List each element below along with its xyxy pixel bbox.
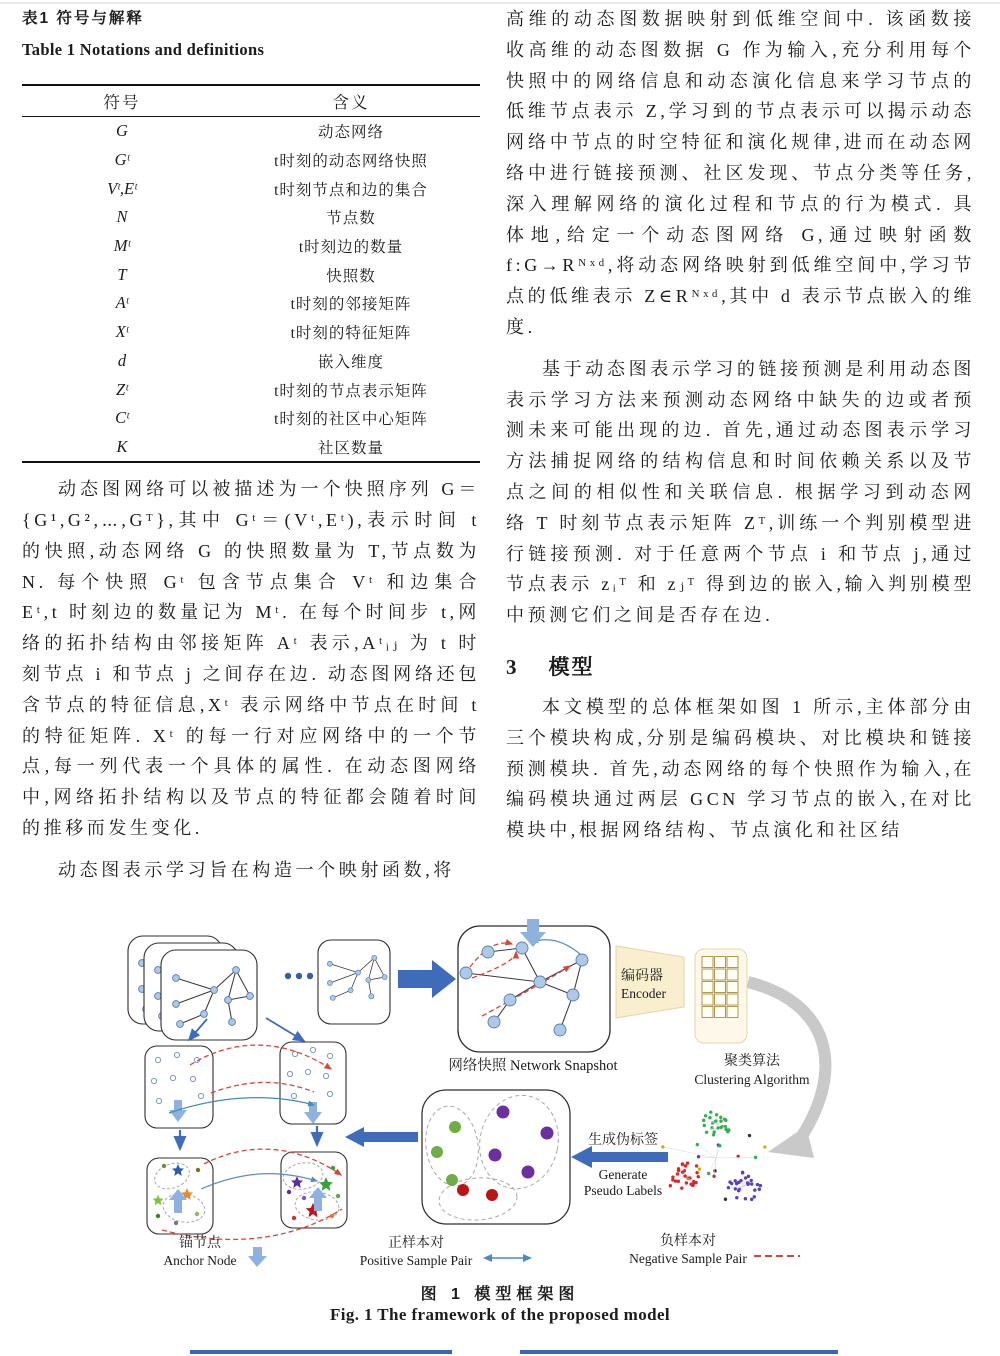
- table-row: [22, 433, 480, 462]
- positive-pairs-box: [421, 1088, 570, 1224]
- table-header-row: [22, 86, 480, 117]
- symbol-cell: K: [116, 436, 128, 456]
- generate-label-en2: Pseudo Labels: [583, 1183, 663, 1198]
- meaning-cell: 嵌入维度: [317, 353, 384, 371]
- table-row: [22, 117, 480, 146]
- table-row: [22, 203, 480, 232]
- cluster-graph: [661, 1110, 766, 1201]
- negative-pair-label-zh: 负样本对: [660, 1234, 716, 1249]
- meaning-cell: t时刻节点和边的集合: [274, 181, 428, 199]
- generate-pseudo-labels: [571, 1131, 668, 1198]
- symbol-cell: N: [116, 207, 128, 227]
- paragraph: 本文模型的总体框架如图 1 所示,主体部分由三个模块构成,分别是编码模块、对比模块和链接预测模块. 首先,动态网络的每个快照作为输入,在编码模块通过两层 GCN 学习节点的嵌入,在对比模块中,根据网络结构、节点演化和社区结: [506, 696, 975, 841]
- meaning-cell: t时刻边的数量: [298, 239, 404, 257]
- paragraph: 基于动态图表示学习的链接预测是利用动态图表示学习方法来预测动态网络中缺失的边或者预测未来可能出现的边. 首先,通过动态图表示学习方法捕捉网络的结构信息和时间依赖关系以及节点之间的相似性和关联信息. 根据学习到动态网络 T 时刻节点表示矩阵 Zᵀ,训练一个判别模型进行链接预测. 对于任意两个节点 i 和节点 j,通过节点表示 zᵢᵀ 和 zⱼᵀ 得到边的嵌入,输入判别模型中预测它们之间是否存在边.: [506, 358, 975, 626]
- symbol-cell: Zᵗ: [116, 379, 128, 399]
- pseudo-labels-arrow-icon: [571, 1146, 668, 1168]
- generate-label-en1: Generate: [598, 1167, 648, 1182]
- table-caption-en: Table 1 Notations and definitions: [22, 40, 265, 59]
- positive-pair-label-en: Positive Sample Pair: [359, 1253, 473, 1268]
- table-row: [22, 375, 480, 404]
- paragraph: 高维的动态图数据映射到低维空间中. 该函数接收高维的动态图数据 G 作为输入,充分利用每个快照中的网络信息和动态演化信息来学习节点的低维节点表示 Z,学习到的节点表示可以揭示动态网络中节点的时空特征和演化规律,进而在动态网络中进行链接预测、社区发现、节点分类等任务,深入理解网络的演化过程和节点的行为模式. 具体地,给定一个动态图网络 G,通过映射函数 f:G→Rᴺˣᵈ,将动态网络映射到低维空间中,学习节点的低维表示 Z∈Rᴺˣᵈ,其中 d 表示节点嵌入的维度.: [506, 9, 975, 337]
- scan-artifact-blue-line: [190, 1350, 452, 1354]
- table-row: [22, 289, 480, 318]
- right-column: [506, 4, 975, 846]
- snapshot-stack: [128, 936, 257, 1040]
- paragraph: 动态图网络可以被描述为一个快照序列 G＝{G¹,G²,⋯,Gᵀ},其中 Gᵗ＝(Vᵗ,Eᵗ),表示时间 t 的快照,动态网络 G 的快照数量为 T,节点数为 N. 每个快照 Gᵗ 包含节点集合 Vᵗ 和边集合 Eᵗ,t 时刻边的数量记为 Mᵗ. 在每个时间步 t,网络的拓扑结构由邻接矩阵 Aᵗ 表示,Aᵗᵢⱼ 为 t 时刻节点 i 和节点 j 之间存在边. 动态图网络还包含节点的特征信息,Xᵗ 表示网络中节点在时间 t 的特征矩阵. Xᵗ 的每一行对应网络中的一个节点,每一列代表一个具体的属性. 在动态图网络中,网络拓扑结构以及节点的特征都会随着时间的推移而发生变化.: [22, 479, 480, 839]
- clustering-label-zh: 聚类算法: [724, 1054, 780, 1069]
- symbol-cell: Gᵗ: [114, 150, 130, 170]
- section-number: 3: [506, 654, 519, 679]
- embedding-matrix: [695, 949, 747, 1043]
- network-snapshot-box: [458, 919, 610, 1052]
- symbol-cell: Xᵗ: [115, 322, 129, 342]
- clustering-arrow-icon: [748, 982, 825, 1158]
- table-row: [22, 146, 480, 175]
- col-header-meaning: 含义: [332, 93, 370, 112]
- symbol-cell: Vᵗ,Eᵗ: [107, 178, 137, 198]
- flow-arrow-right-icon: [398, 960, 456, 998]
- meaning-cell: 社区数量: [317, 439, 384, 457]
- positive-pair-label-zh: 正样本对: [388, 1236, 444, 1251]
- scan-artifact-blue-line: [520, 1350, 838, 1354]
- model-framework-figure: [0, 918, 1000, 1276]
- symbol-cell: Mᵗ: [113, 236, 131, 256]
- meaning-cell: 快照数: [326, 267, 376, 285]
- matrix-grid: [702, 957, 738, 1018]
- meaning-cell: t时刻的特征矩阵: [290, 325, 412, 343]
- meaning-cell: t时刻的节点表示矩阵: [274, 382, 428, 400]
- symbol-cell: Aᵗ: [115, 293, 129, 313]
- left-column: [22, 4, 480, 886]
- anchor-node-label-en: Anchor Node: [163, 1253, 237, 1268]
- ellipsis-dots: [285, 973, 313, 979]
- meaning-cell: 动态网络: [317, 124, 384, 142]
- table-row: [22, 318, 480, 347]
- meaning-cell: t时刻的邻接矩阵: [290, 296, 412, 314]
- snapshot-card-last: [318, 940, 390, 1024]
- section-heading: [506, 651, 975, 681]
- generate-label-zh: 生成伪标签: [588, 1133, 658, 1148]
- anchor-node-label-zh: 锚节点: [179, 1236, 221, 1251]
- symbol-cell: d: [117, 350, 127, 370]
- table-row: [22, 232, 480, 261]
- anchor-cards: [147, 1149, 347, 1239]
- table-caption-zh: 表1 符号与解释: [22, 10, 144, 27]
- anchor-legend-arrow-icon: [248, 1247, 267, 1267]
- table-row: [22, 174, 480, 203]
- figure-caption-en: Fig. 1 The framework of the proposed model: [329, 1305, 671, 1324]
- positive-pair-arrow-icon: [483, 1254, 532, 1262]
- meaning-cell: t时刻的社区中心矩阵: [274, 411, 428, 429]
- meaning-cell: t时刻的动态网络快照: [274, 153, 428, 171]
- notation-table: [22, 84, 480, 463]
- paragraph: 动态图表示学习旨在构造一个映射函数,将: [58, 859, 455, 880]
- table-row: [22, 347, 480, 376]
- table-row: [22, 404, 480, 433]
- symbol-cell: T: [117, 264, 127, 284]
- symbol-cell: G: [116, 121, 128, 141]
- table-row: [22, 260, 480, 289]
- positive-out-arrow-icon: [345, 1127, 418, 1147]
- encoder-label-zh: 编码器: [621, 969, 663, 984]
- network-snapshot-label: 网络快照 Network Snapshot: [448, 1058, 618, 1074]
- figure-caption-zh: 图 1 模型框架图: [420, 1286, 580, 1303]
- col-header-symbol: 符号: [103, 93, 141, 112]
- meaning-cell: 节点数: [326, 210, 376, 228]
- section-title: 模型: [548, 654, 595, 679]
- encoder-block: [616, 946, 684, 1018]
- symbol-cell: Cᵗ: [115, 408, 129, 428]
- negative-pair-label-en: Negative Sample Pair: [629, 1251, 747, 1266]
- encoder-label-en: Encoder: [621, 986, 666, 1001]
- clustering-label-en: Clustering Algorithm: [694, 1072, 810, 1087]
